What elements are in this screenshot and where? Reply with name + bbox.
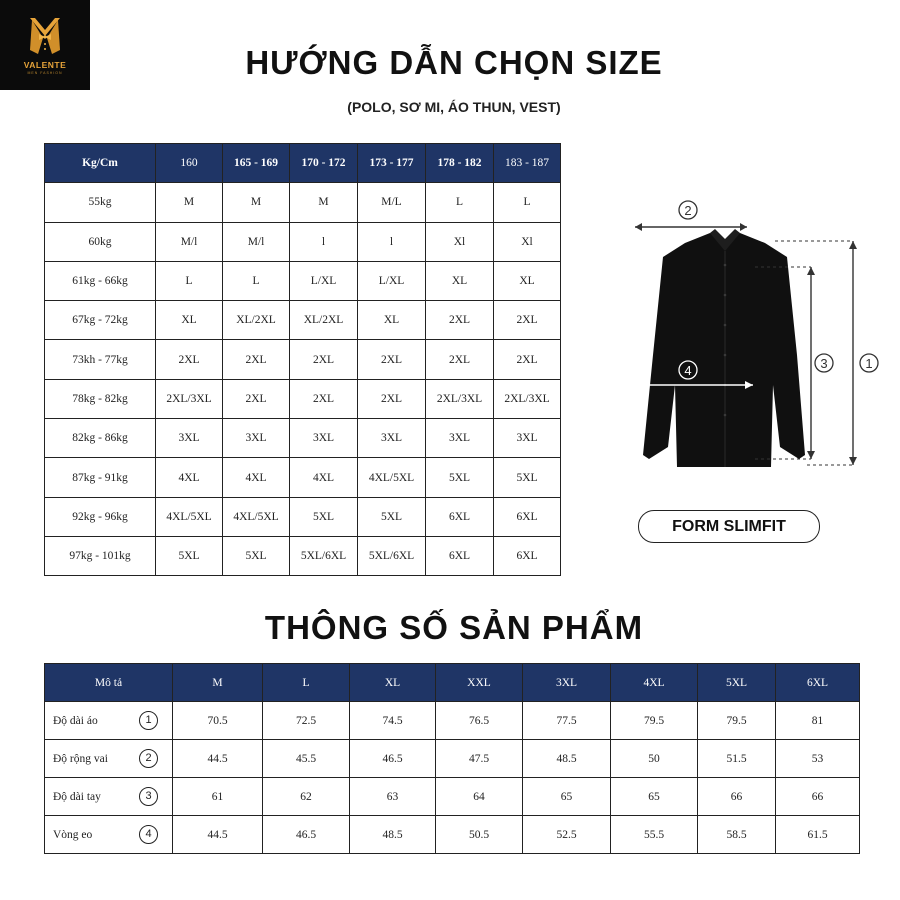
- spec-value-cell: 58.5: [698, 816, 776, 854]
- spec-value-cell: 46.5: [350, 740, 436, 778]
- size-cell: 3XL: [494, 419, 561, 458]
- spec-value-cell: 72.5: [263, 702, 350, 740]
- spec-value-cell: 44.5: [173, 740, 263, 778]
- form-slimfit-badge: FORM SLIMFIT: [638, 510, 820, 543]
- size-cell: 5XL: [290, 497, 358, 536]
- size-table-row: [45, 379, 561, 418]
- height-col-header: 173 - 177: [358, 144, 426, 183]
- size-cell: 6XL: [494, 497, 561, 536]
- spec-value-cell: 48.5: [523, 740, 611, 778]
- spec-value-cell: 48.5: [350, 816, 436, 854]
- size-cell: 3XL: [290, 419, 358, 458]
- size-cell: M/L: [358, 183, 426, 222]
- spec-label-cell: [45, 740, 173, 778]
- spec-value-cell: 79.5: [611, 702, 698, 740]
- spec-value-cell: 62: [263, 778, 350, 816]
- size-cell: L: [156, 261, 223, 300]
- spec-value-cell: 44.5: [173, 816, 263, 854]
- size-table-row: [45, 536, 561, 575]
- marker-2: 2: [684, 203, 692, 218]
- size-guide-table: [44, 143, 561, 576]
- size-table-row: [45, 222, 561, 261]
- size-cell: 4XL: [290, 458, 358, 497]
- spec-size-header: XL: [350, 664, 436, 702]
- spec-label: Độ dài tay: [53, 790, 101, 803]
- spec-size-header: 6XL: [776, 664, 860, 702]
- size-cell: 3XL: [223, 419, 290, 458]
- size-cell: 2XL: [426, 301, 494, 340]
- spec-label-cell: [45, 778, 173, 816]
- size-cell: M: [290, 183, 358, 222]
- spec-label: Độ rộng vai: [53, 752, 108, 765]
- weight-cell: 97kg - 101kg: [45, 536, 156, 575]
- spec-value-cell: 64: [436, 778, 523, 816]
- size-table-row: [45, 301, 561, 340]
- height-col-header: 183 - 187: [494, 144, 561, 183]
- size-cell: Xl: [426, 222, 494, 261]
- spec-value-cell: 79.5: [698, 702, 776, 740]
- size-cell: M: [156, 183, 223, 222]
- size-table-row: [45, 497, 561, 536]
- size-cell: 5XL/6XL: [290, 536, 358, 575]
- shirt-diagram: [575, 195, 885, 485]
- size-cell: XL/2XL: [223, 301, 290, 340]
- size-cell: 2XL: [156, 340, 223, 379]
- size-cell: 5XL: [358, 497, 426, 536]
- size-cell: 2XL/3XL: [494, 379, 561, 418]
- spec-value-cell: 46.5: [263, 816, 350, 854]
- size-cell: L/XL: [358, 261, 426, 300]
- spec-table-row: [45, 740, 860, 778]
- size-cell: M/l: [156, 222, 223, 261]
- shirt-illustration: [575, 195, 885, 485]
- spec-value-cell: 61.5: [776, 816, 860, 854]
- measurement-marker-icon: 1: [139, 711, 158, 730]
- spec-label-cell: [45, 702, 173, 740]
- size-cell: 2XL: [290, 340, 358, 379]
- size-cell: M/l: [223, 222, 290, 261]
- spec-size-header: M: [173, 664, 263, 702]
- size-table-row: [45, 183, 561, 222]
- spec-table-row: [45, 778, 860, 816]
- marker-1: 1: [865, 356, 873, 371]
- size-cell: 5XL/6XL: [358, 536, 426, 575]
- spec-value-cell: 65: [523, 778, 611, 816]
- size-table-header-row: [45, 144, 561, 183]
- measurement-marker-icon: 2: [139, 749, 158, 768]
- spec-size-header: 5XL: [698, 664, 776, 702]
- size-cell: 4XL/5XL: [358, 458, 426, 497]
- weight-cell: 60kg: [45, 222, 156, 261]
- size-cell: L: [494, 183, 561, 222]
- weight-cell: 87kg - 91kg: [45, 458, 156, 497]
- size-cell: 6XL: [426, 536, 494, 575]
- size-cell: 2XL: [494, 301, 561, 340]
- spec-value-cell: 76.5: [436, 702, 523, 740]
- marker-3: 3: [820, 356, 828, 371]
- size-cell: 5XL: [426, 458, 494, 497]
- size-table-row: [45, 340, 561, 379]
- spec-size-header: 4XL: [611, 664, 698, 702]
- size-cell: 2XL: [358, 340, 426, 379]
- size-cell: 4XL/5XL: [223, 497, 290, 536]
- shoulder-width-arrow: [635, 201, 747, 231]
- spec-table-row: [45, 816, 860, 854]
- weight-cell: 82kg - 86kg: [45, 419, 156, 458]
- spec-value-cell: 50: [611, 740, 698, 778]
- weight-cell: 67kg - 72kg: [45, 301, 156, 340]
- size-cell: 3XL: [156, 419, 223, 458]
- size-cell: 2XL: [494, 340, 561, 379]
- spec-value-cell: 66: [776, 778, 860, 816]
- size-table-row: [45, 261, 561, 300]
- weight-cell: 78kg - 82kg: [45, 379, 156, 418]
- size-table-corner: Kg/Cm: [45, 144, 156, 183]
- spec-value-cell: 50.5: [436, 816, 523, 854]
- spec-value-cell: 45.5: [263, 740, 350, 778]
- measurement-marker-icon: 4: [139, 825, 158, 844]
- size-cell: XL: [358, 301, 426, 340]
- spec-value-cell: 65: [611, 778, 698, 816]
- size-cell: 2XL: [223, 379, 290, 418]
- spec-value-cell: 53: [776, 740, 860, 778]
- size-cell: 6XL: [426, 497, 494, 536]
- size-cell: 5XL: [156, 536, 223, 575]
- size-cell: M: [223, 183, 290, 222]
- size-guide-subtitle: (POLO, SƠ MI, ÁO THUN, VEST): [347, 99, 561, 115]
- size-cell: 3XL: [426, 419, 494, 458]
- size-cell: L: [426, 183, 494, 222]
- product-spec-table: [44, 663, 860, 854]
- brand-name: VALENTE: [23, 60, 67, 70]
- size-guide-title: HƯỚNG DẪN CHỌN SIZE: [245, 44, 663, 81]
- weight-cell: 92kg - 96kg: [45, 497, 156, 536]
- size-table-row: [45, 458, 561, 497]
- size-cell: l: [358, 222, 426, 261]
- size-cell: XL/2XL: [290, 301, 358, 340]
- size-cell: 2XL: [358, 379, 426, 418]
- size-cell: L: [223, 261, 290, 300]
- spec-value-cell: 55.5: [611, 816, 698, 854]
- spec-value-cell: 77.5: [523, 702, 611, 740]
- size-cell: XL: [426, 261, 494, 300]
- brand-tagline: MEN FASHION: [27, 71, 63, 75]
- size-cell: 2XL: [223, 340, 290, 379]
- size-cell: 2XL/3XL: [156, 379, 223, 418]
- spec-value-cell: 81: [776, 702, 860, 740]
- size-cell: 2XL: [290, 379, 358, 418]
- shirt-icon: [643, 229, 805, 467]
- size-cell: 5XL: [494, 458, 561, 497]
- measurement-marker-icon: 3: [139, 787, 158, 806]
- spec-label-cell: [45, 816, 173, 854]
- size-cell: 4XL: [223, 458, 290, 497]
- spec-value-cell: 74.5: [350, 702, 436, 740]
- spec-value-cell: 52.5: [523, 816, 611, 854]
- marker-4: 4: [684, 363, 692, 378]
- spec-table-row: [45, 702, 860, 740]
- weight-cell: 61kg - 66kg: [45, 261, 156, 300]
- size-cell: XL: [156, 301, 223, 340]
- spec-label: Độ dài áo: [53, 714, 98, 727]
- height-col-header: 178 - 182: [426, 144, 494, 183]
- size-cell: 5XL: [223, 536, 290, 575]
- size-cell: XL: [494, 261, 561, 300]
- weight-cell: 55kg: [45, 183, 156, 222]
- size-cell: 2XL/3XL: [426, 379, 494, 418]
- size-cell: 4XL: [156, 458, 223, 497]
- spec-value-cell: 51.5: [698, 740, 776, 778]
- spec-size-header: XXL: [436, 664, 523, 702]
- size-cell: 3XL: [358, 419, 426, 458]
- height-col-header: 160: [156, 144, 223, 183]
- spec-size-header: L: [263, 664, 350, 702]
- size-cell: 4XL/5XL: [156, 497, 223, 536]
- weight-cell: 73kh - 77kg: [45, 340, 156, 379]
- spec-value-cell: 70.5: [173, 702, 263, 740]
- spec-label: Vòng eo: [53, 828, 93, 841]
- size-cell: l: [290, 222, 358, 261]
- spec-value-cell: 61: [173, 778, 263, 816]
- spec-table-header-row: [45, 664, 860, 702]
- size-cell: L/XL: [290, 261, 358, 300]
- spec-table-corner: Mô tả: [45, 664, 173, 702]
- size-cell: Xl: [494, 222, 561, 261]
- spec-value-cell: 63: [350, 778, 436, 816]
- product-spec-title: THÔNG SỐ SẢN PHẨM: [264, 609, 644, 646]
- spec-size-header: 3XL: [523, 664, 611, 702]
- height-col-header: 170 - 172: [290, 144, 358, 183]
- spec-value-cell: 47.5: [436, 740, 523, 778]
- height-col-header: 165 - 169: [223, 144, 290, 183]
- spec-value-cell: 66: [698, 778, 776, 816]
- size-cell: 6XL: [494, 536, 561, 575]
- size-table-row: [45, 419, 561, 458]
- size-cell: 2XL: [426, 340, 494, 379]
